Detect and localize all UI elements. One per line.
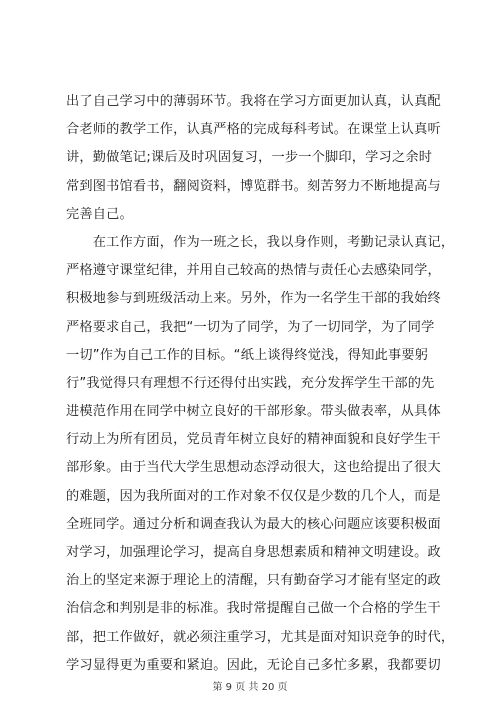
text-line: 严格要求自己，我把“一切为了同学，为了一切同学，为了同学 — [66, 319, 435, 335]
text-line: 部，把工作做好，就必须注重学习，尤其是面对知识竞争的时代， — [66, 629, 455, 645]
text-line: 行动上为所有团员，党员青年树立良好的精神面貌和良好学生干 — [66, 432, 441, 448]
text-line: 严格遵守课堂纪律，并用自己较高的热情与责任心去感染同学， — [66, 263, 441, 279]
text-line: 完善自己。 — [66, 206, 133, 222]
text-line: 的难题，因为我所面对的工作对象不仅仅是少数的几个人，而是 — [66, 488, 441, 504]
text-line: 出了自己学习中的薄弱环节。我将在学习方面更加认真，认真配 — [66, 94, 441, 109]
body-text — [66, 88, 455, 680]
text-line: 在工作方面，作为一班之长，我以身作则，考勤记录认真记， — [66, 234, 455, 250]
text-line: 全班同学。通过分析和调查我认为最大的核心问题应该要积极面 — [66, 516, 441, 532]
text-line: 进模范作用在同学中树立良好的干部形象。带头做表率，从具体 — [66, 404, 441, 420]
text-line: 行”我觉得只有理想不行还得付出实践，充分发挥学生干部的先 — [66, 375, 435, 391]
text-line: 合老师的教学工作，认真严格的完成每科考试。在课堂上认真听 — [66, 122, 441, 138]
text-line: 部形象。由于当代大学生思想动态浮动很大，这也给提出了很大 — [66, 460, 441, 476]
text-line: 学习显得更为重要和紧迫。因此，无论自己多忙多累，我都要切 — [66, 657, 441, 673]
text-line: 对学习，加强理论学习，提高自身思想素质和精神文明建设。政 — [66, 545, 441, 560]
text-line: 一切”作为自己工作的目标。“纸上谈得终觉浅，得知此事要躬 — [66, 347, 429, 363]
text-line: 常到图书馆看书，翻阅资料，博览群书。刻苦努力不断地提高与 — [66, 178, 441, 194]
text-line: 治上的坚定来源于理论上的清醒，只有勤奋学习才能有坚定的政 — [66, 573, 441, 589]
text-line: 治信念和判别是非的标准。我时常提醒自己做一个合格的学生干 — [66, 601, 441, 617]
text-line: 讲，勤做笔记;课后及时巩固复习，一步一个脚印，学习之余时 — [66, 150, 433, 166]
page-number-footer: 第 9 页 共 20 页 — [212, 682, 288, 693]
text-line: 积极地参与到班级活动上来。另外，作为一名学生干部的我始终 — [66, 291, 441, 307]
